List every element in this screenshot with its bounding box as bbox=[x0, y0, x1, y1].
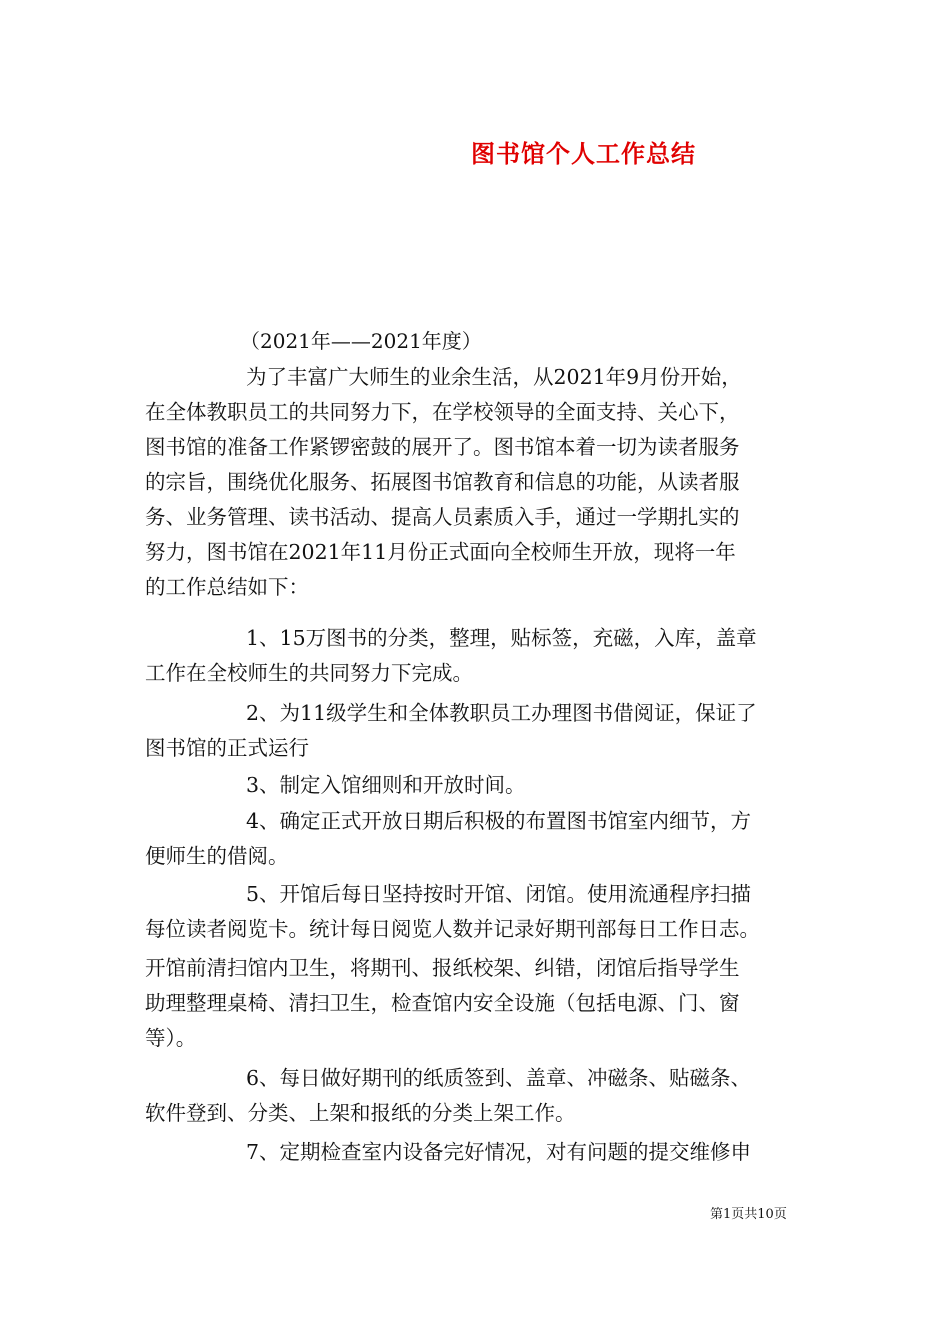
list-item-line: 2、为11级学生和全体教职员工办理图书借阅证，保证了 bbox=[246, 701, 757, 725]
intro-line: 务、业务管理、读书活动、提高人员素质入手，通过一学期扎实的 bbox=[145, 505, 740, 529]
intro-line: 为了丰富广大师生的业余生活，从2021年9月份开始， bbox=[246, 365, 742, 389]
list-item-line: 4、确定正式开放日期后积极的布置图书馆室内细节，方 bbox=[246, 809, 752, 833]
page-number: 第1页共10页 bbox=[710, 1207, 787, 1222]
list-item-line: 每位读者阅览卡。统计每日阅览人数并记录好期刊部每日工作日志。 bbox=[145, 917, 760, 941]
intro-line: 的工作总结如下： bbox=[145, 575, 309, 599]
list-item-line: 5、开馆后每日坚持按时开馆、闭馆。使用流通程序扫描 bbox=[246, 882, 752, 906]
intro-line: 的宗旨，围绕优化服务、拓展图书馆教育和信息的功能，从读者服 bbox=[145, 470, 740, 494]
list-item-line: 1、15万图书的分类，整理，贴标签，充磁，入库，盖章 bbox=[246, 626, 757, 650]
intro-line: 努力，图书馆在2021年11月份正式面向全校师生开放，现将一年 bbox=[145, 540, 736, 564]
intro-line: 图书馆的准备工作紧锣密鼓的展开了。图书馆本着一切为读者服务 bbox=[145, 435, 740, 459]
list-item-line: 便师生的借阅。 bbox=[145, 844, 289, 868]
list-item-line: 7、定期检查室内设备完好情况，对有问题的提交维修申 bbox=[246, 1140, 752, 1164]
list-item-line: 开馆前清扫馆内卫生，将期刊、报纸校架、纠错，闭馆后指导学生 bbox=[145, 956, 740, 980]
document-title: 图书馆个人工作总结 bbox=[471, 139, 696, 168]
list-item-line: 软件登到、分类、上架和报纸的分类上架工作。 bbox=[145, 1101, 576, 1125]
period-line: （2021年——2021年度） bbox=[240, 329, 482, 353]
list-item-line: 等）。 bbox=[145, 1026, 197, 1050]
list-item-line: 图书馆的正式运行 bbox=[145, 736, 309, 760]
list-item-line: 3、制定入馆细则和开放时间。 bbox=[246, 773, 526, 797]
intro-line: 在全体教职员工的共同努力下，在学校领导的全面支持、关心下， bbox=[145, 400, 740, 424]
list-item-line: 助理整理桌椅、清扫卫生，检查馆内安全设施（包括电源、门、窗 bbox=[145, 991, 740, 1015]
list-item-line: 6、每日做好期刊的纸质签到、盖章、冲磁条、贴磁条、 bbox=[246, 1066, 752, 1090]
list-item-line: 工作在全校师生的共同努力下完成。 bbox=[145, 661, 473, 685]
